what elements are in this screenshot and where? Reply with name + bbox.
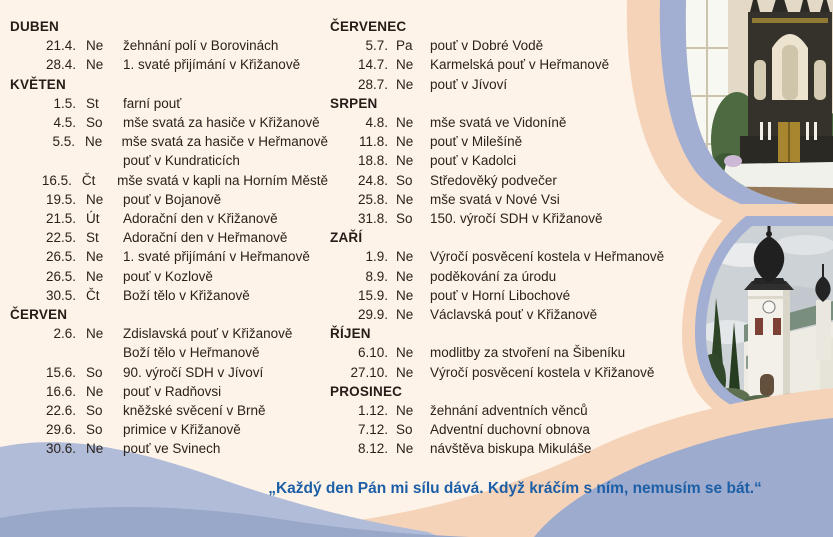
event-row [10,324,328,343]
schedule-column-left [10,17,328,459]
schedule-column-right [330,17,665,459]
event-date: 30.6. [45,441,76,457]
event-date [10,151,76,170]
event-day: Ne [86,38,104,54]
event-row [330,36,665,55]
event-desc: Výročí posvěcení kostela v Křižanově [430,364,655,380]
event-desc: farní pouť [123,95,182,111]
event-row [10,209,328,228]
event-desc: pouť v Horní Libochové [430,287,571,303]
event-day: Ne [85,134,103,150]
event-day [86,151,113,170]
event-desc: 1. svaté přijímání v Heřmanově [123,249,310,265]
event-desc: Karmelská pouť v Heřmanově [430,57,610,73]
event-day: Ne [396,364,414,380]
event-desc: kněžské svěcení v Brně [123,403,266,419]
event-desc: modlitby za stvoření na Šibeníku [430,345,626,361]
event-desc: mše svatá za hasiče v Křižanově [123,115,320,131]
event-day: Ne [396,57,414,73]
event-desc: mše svatá v kapli na Horním Městě [117,172,328,188]
event-day: So [86,364,103,380]
event-desc: 150. výročí SDH v Křižanově [430,211,603,227]
quote-text: „Každý den Pán mi sílu dává. Když kráčím s ním, nemusím se bát.“ [268,480,762,497]
event-day: Ne [86,268,104,284]
event-row [330,209,665,228]
event-desc: Výročí posvěcení kostela v Heřmanově [430,249,665,265]
event-desc: Boží tělo v Křižanově [123,287,250,303]
event-row [10,382,328,401]
event-desc: pouť v Radňovsi [123,383,222,399]
event-row [10,247,328,266]
event-row [330,363,665,382]
event-day: Ne [86,441,104,457]
event-desc: poděkování za úrodu [430,268,557,284]
event-date: 19.5. [45,191,76,207]
month-header: DUBEN [10,19,60,34]
event-row [330,247,665,266]
month-header: ZAŘÍ [330,230,363,246]
event-day [86,343,113,362]
event-row [10,190,328,209]
event-date: 11.8. [358,134,388,150]
event-day: So [86,422,103,438]
event-date: 25.8. [357,191,388,207]
event-day: Ne [86,326,104,342]
month-header: SRPEN [330,95,378,111]
event-date: 15.9. [357,287,388,303]
event-row [330,401,665,420]
event-day: Ne [396,76,414,92]
event-row [10,286,328,305]
event-date: 28.4. [45,57,76,73]
event-row [330,75,665,94]
event-date: 6.10. [357,345,388,361]
month-header: PROSINEC [330,383,403,399]
event-day: So [86,115,103,131]
event-day: Ne [396,191,414,207]
event-desc: pouť v Jívoví [430,76,508,92]
event-row [330,171,665,190]
event-desc: Boží tělo v Heřmanově [123,345,260,361]
event-desc: Zdislavská pouť v Křižanově [123,326,293,342]
event-desc: Václavská pouť v Křižanově [430,307,598,323]
event-row [10,113,328,132]
month-header: ČERVEN [10,307,68,323]
event-day: Ne [86,57,104,73]
event-desc: návštěva biskupa Mikuláše [430,441,592,457]
event-day: Ne [396,345,414,361]
event-desc: pouť v Milešíně [430,134,523,150]
event-row [10,420,328,439]
event-row [10,151,328,170]
event-desc: pouť v Kundraticích [123,153,240,169]
event-day: Čt [81,172,96,188]
event-date: 21.5. [45,211,76,227]
event-row [330,305,665,324]
event-row [10,401,328,420]
event-row [330,55,665,74]
event-row [330,190,665,209]
event-row [330,439,665,458]
event-desc: Středověký podvečer [430,172,557,188]
event-desc: Adorační den v Heřmanově [123,230,288,246]
event-row [10,343,328,362]
event-desc: 1. svaté přijímání v Křižanově [123,57,301,73]
event-date: 4.5. [53,115,76,131]
event-desc: pouť v Dobré Vodě [430,38,544,54]
event-date: 4.8. [365,115,388,131]
event-day: Ne [396,441,414,457]
event-day: Ne [396,115,414,131]
event-day: Ne [86,191,104,207]
event-day: Ne [396,268,414,284]
event-row [10,36,328,55]
event-day: St [86,95,99,111]
event-desc: mše svatá v Nové Vsi [430,191,560,207]
event-row [10,55,328,74]
event-date: 1.12. [357,403,388,419]
event-date: 16.6. [45,383,76,399]
event-day: Ne [396,153,414,169]
event-row [10,439,328,458]
event-row [10,171,328,190]
event-row [10,267,328,286]
event-desc: 90. výročí SDH v Jívoví [123,364,264,380]
event-row [330,113,665,132]
event-day: Út [86,211,100,227]
event-day: St [86,230,99,246]
event-date: 1.9. [365,249,388,265]
event-desc: pouť v Bojanově [123,191,222,207]
event-date: 29.6. [45,422,76,438]
event-row [330,420,665,439]
event-date: 8.12. [357,441,388,457]
event-desc: mše svatá ve Vidoníně [430,115,567,131]
event-day: Ne [86,249,104,265]
event-row [10,228,328,247]
event-desc: žehnání polí v Borovinách [123,38,279,54]
event-day: Pa [396,38,413,54]
event-date: 21.4. [45,38,76,54]
event-desc: Adventní duchovní obnova [430,422,590,438]
month-header: ČERVENEC [330,19,407,34]
event-date: 29.9. [357,307,388,323]
event-desc: primice v Křižanově [123,422,241,438]
event-day: Ne [396,403,414,419]
event-desc: Adorační den v Křižanově [123,211,278,227]
event-date: 15.6. [45,364,76,380]
event-row [330,286,665,305]
event-day: Ne [86,383,104,399]
event-date: 14.7. [357,57,388,73]
event-desc: pouť v Kadolci [430,153,517,169]
month-header: ŘÍJEN [330,326,371,342]
event-date: 24.8. [357,172,388,188]
event-date: 26.5. [45,249,76,265]
event-desc: pouť v Kozlově [123,268,213,284]
event-date: 26.5. [45,268,76,284]
event-desc: mše svatá za hasiče v Heřmanově [121,134,328,150]
event-date [10,343,76,362]
event-date: 22.5. [45,230,76,246]
event-desc: pouť ve Svinech [123,441,221,457]
event-date: 31.8. [357,211,388,227]
event-date: 2.6. [53,326,76,342]
event-date: 5.5. [52,134,76,150]
event-day: Ne [396,307,414,323]
event-day: So [396,422,413,438]
event-date: 1.5. [53,95,76,111]
event-row [10,132,328,151]
event-row [330,132,665,151]
event-date: 30.5. [45,287,76,303]
event-day: So [86,403,103,419]
event-date: 7.12. [357,422,388,438]
event-row [10,363,328,382]
event-row [330,343,665,362]
event-date: 16.5. [41,172,72,188]
event-date: 8.9. [365,268,388,284]
event-day: Ne [396,134,414,150]
event-row [330,267,665,286]
event-day: Čt [86,287,100,303]
event-date: 5.7. [365,38,388,54]
event-desc: žehnání adventních věnců [430,403,588,419]
event-row [330,151,665,170]
event-day: Ne [396,249,414,265]
event-day: So [396,211,413,227]
event-date: 28.7. [357,76,388,92]
event-row [10,94,328,113]
event-date: 22.6. [45,403,76,419]
event-date: 27.10. [350,364,388,380]
event-date: 18.8. [357,153,388,169]
month-header: KVĚTEN [10,76,66,92]
event-day: So [396,172,413,188]
event-day: Ne [396,287,414,303]
